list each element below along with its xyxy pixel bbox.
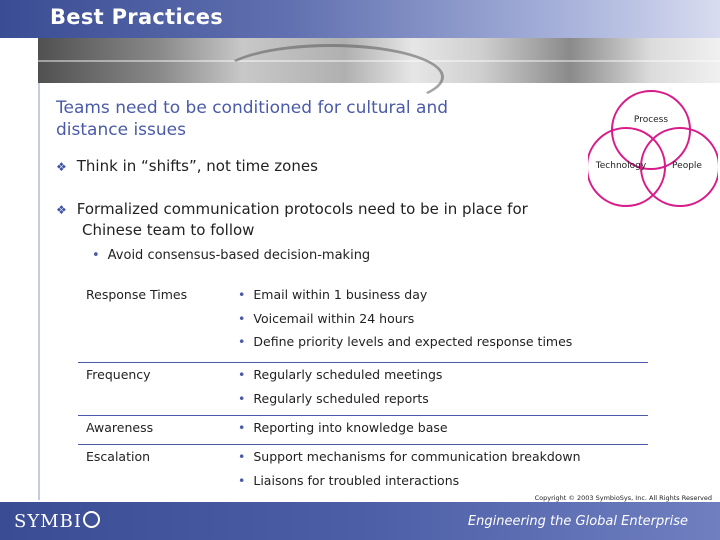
row-item-text: Voicemail within 24 hours [253,310,415,326]
row-item [238,416,648,440]
dot-bullet-icon: • [238,310,246,326]
bullet-text: Think in “shifts”, not time zones [76,157,318,175]
row-item-text: Liaisons for troubled interactions [253,472,460,488]
table-row [78,363,648,416]
dot-bullet-icon: • [238,334,246,349]
row-item [238,445,648,469]
dot-bullet-icon: • [238,420,246,435]
footer-tagline: Engineering the Global Enterprise [467,514,688,529]
row-item [238,283,648,307]
left-divider [38,83,40,500]
venn-circle-process [612,91,690,169]
symbio-logo [14,511,100,532]
row-label: Response Times [86,287,188,302]
diamond-bullet-icon: ❖ [56,203,67,217]
row-label: Awareness [86,420,154,435]
diamond-bullet-icon: ❖ [56,160,67,174]
row-item [238,363,648,387]
row-item-text: Define priority levels and expected response times [253,334,573,349]
table-row [78,416,648,445]
dot-bullet-icon: • [238,367,246,382]
row-item [238,307,648,331]
row-item-text: Regularly scheduled reports [253,390,429,406]
row-item-text: Regularly scheduled meetings [253,367,443,382]
dot-bullet-icon: • [238,449,246,464]
logo-text: SYMBI [14,511,82,532]
row-item [238,387,648,411]
logo-circle-icon [83,511,100,528]
bullet-text: Formalized communication protocols need to be in place for Chinese team to follow [76,200,528,239]
sub-bullet-text: Avoid consensus-based decision-making [107,248,371,263]
protocol-table [78,283,648,497]
table-row [78,445,648,497]
venn-diagram [588,87,718,207]
dot-bullet-icon: • [238,472,246,488]
row-items [238,363,648,410]
venn-label-people: People [672,161,702,171]
venn-label-technology: Technology [595,161,647,171]
venn-label-process: Process [633,115,669,125]
slide-title: Best Practices [50,5,224,29]
table-row [78,283,648,363]
slide-heading: Teams need to be conditioned for cultural and distance issues [56,98,449,140]
row-item [238,330,648,354]
footer-bar [0,502,720,540]
row-label: Escalation [86,449,151,464]
row-items [238,283,648,354]
bullet-item [56,156,556,177]
row-item-text: Reporting into knowledge base [253,420,448,435]
sub-bullet-item [92,248,370,263]
row-items [238,416,648,440]
row-item-text: Support mechanisms for communication breakdown [253,449,581,464]
title-bar [0,0,720,38]
copyright-notice: Copyright © 2003 SymbioSys, Inc. All Rights Reserved [534,494,712,502]
dot-bullet-icon: • [92,248,100,263]
header-photo-strip [38,38,720,83]
bullet-item [56,199,582,240]
dot-bullet-icon: • [238,390,246,406]
row-label: Frequency [86,367,151,382]
row-item [238,469,648,493]
row-item-text: Email within 1 business day [253,287,428,302]
row-items [238,445,648,492]
dot-bullet-icon: • [238,287,246,302]
